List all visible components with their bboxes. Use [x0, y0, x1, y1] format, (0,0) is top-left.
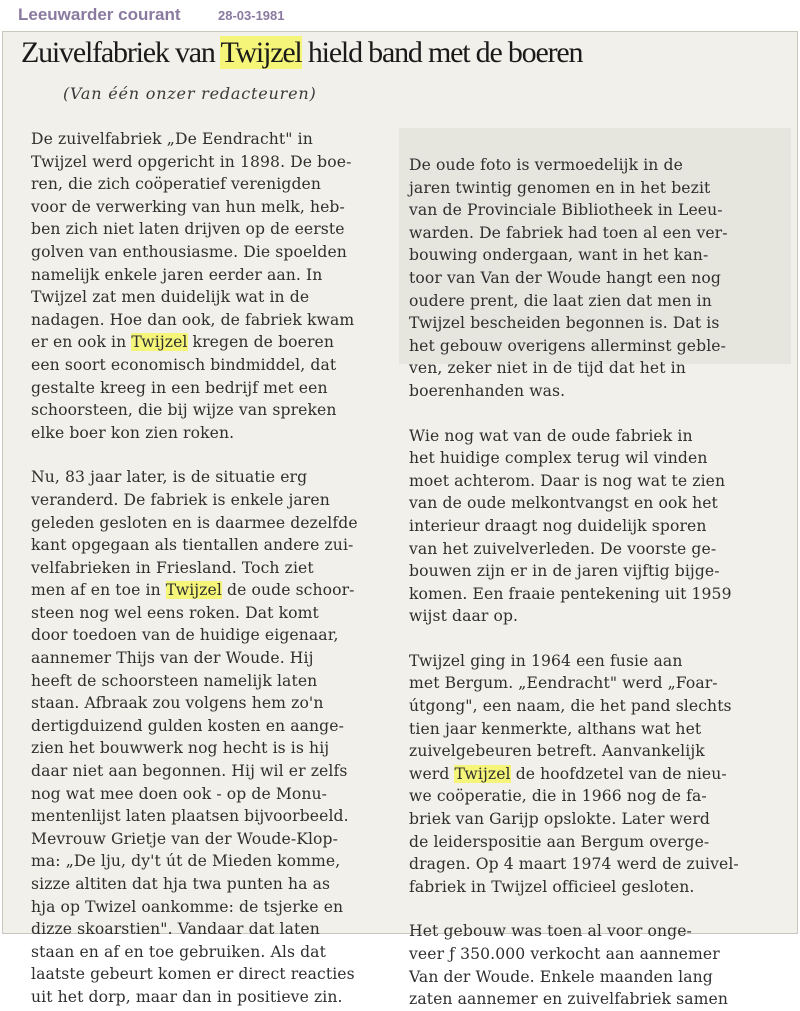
left-column-line: Nu, 83 jaar later, is de situatie erg: [31, 468, 308, 487]
right-column: [409, 154, 787, 1011]
right-column-line: Het gebouw was toen al voor onge-: [409, 922, 692, 941]
right-column-line: interieur draagt nog duidelijk sporen: [409, 516, 707, 535]
left-column-line: steen nog wel eens roken. Dat komt: [31, 603, 319, 622]
highlighted-word: Twijzel: [454, 764, 511, 783]
clipping-header: [0, 0, 800, 30]
right-column-line: komen. Een fraaie pentekening uit 1959: [409, 584, 732, 603]
right-column-line: fabriek in Twijzel officieel gesloten.: [409, 877, 695, 896]
left-column-line: dizze skoarstien". Vandaar dat laten: [31, 920, 320, 939]
right-column-line: briek van Garijp opslokte. Later werd: [409, 810, 711, 829]
headline-highlight: Twijzel: [220, 36, 302, 69]
left-column-line: aannemer Thijs van der Woude. Hij: [31, 649, 314, 668]
line-text: de oude schoor-: [221, 581, 355, 600]
left-column-line: heeft de schoorsteen namelijk laten: [31, 671, 318, 690]
left-column-line: De zuivelfabriek „De Eendracht" in: [31, 130, 313, 148]
left-column-line: hja op Twizel oankomme: de tsjerke en: [31, 897, 344, 916]
left-column-line: uit het dorp, maar dan in positieve zin.: [31, 987, 343, 1006]
left-column-line: dertigduizend gulden kosten en aange-: [31, 716, 344, 735]
publication-date: 28-03-1981: [218, 8, 285, 23]
left-column-line: veranderd. De fabriek is enkele jaren: [31, 490, 330, 509]
right-column-line: tien jaar kenmerkte, althans wat het: [409, 719, 702, 738]
right-column-line: wijst daar op.: [409, 607, 519, 626]
right-column-line: bouwen zijn er in de jaren vijftig bijge-: [409, 562, 720, 581]
headline-text-2: hield band met de boeren: [301, 36, 583, 69]
left-column-line: voor de verwerking van hun melk, heb-: [31, 197, 345, 216]
left-column-line: ren, die zich coöperatief verenigden: [31, 175, 321, 194]
highlighted-word: Twijzel: [131, 333, 188, 352]
right-column-line: útgong", een naam, die het pand slechts: [409, 697, 732, 716]
left-column-line: Twijzel werd opgericht in 1898. De boe-: [31, 152, 352, 171]
left-column-line: nadagen. Hoe dan ook, de fabriek kwam: [31, 310, 355, 329]
right-column-line: veer ƒ 350.000 verkocht aan aannemer: [409, 945, 720, 963]
paragraph-gap: [409, 628, 787, 650]
left-column-line: kant opgegaan als tientallen andere zui-: [31, 536, 354, 555]
left-column-line: [31, 331, 393, 354]
right-column-line: ven, zeker niet in de tijd dat het in: [409, 359, 686, 378]
right-column-line: boerenhanden was.: [409, 381, 566, 400]
line-text: werd: [409, 764, 455, 783]
left-column-line: een soort economisch bindmiddel, dat: [31, 355, 337, 374]
paragraph-gap: [409, 898, 787, 920]
right-column-line: toor van Van der Woude hangt een nog: [409, 268, 721, 287]
left-column-line: mentenlijst laten plaatsen bijvoorbeeld.: [31, 807, 349, 826]
right-column-line: jaren twintig genomen en in het bezit: [409, 178, 711, 197]
newspaper-source: Leeuwarder courant: [18, 5, 181, 24]
right-column-line: De oude foto is vermoedelijk in de: [409, 156, 683, 174]
newspaper-clipping: [2, 31, 798, 1009]
right-column-line: moet achterom. Daar is nog wat te zien: [409, 471, 726, 490]
left-column-line: [31, 579, 393, 602]
left-column-line: Mevrouw Grietje van der Woude-Klop-: [31, 829, 338, 848]
right-column-line: warden. De fabriek had toen al een ver-: [409, 223, 728, 242]
line-text: kregen de boeren: [187, 333, 334, 352]
left-column-line: ma: „De lju, dy't út de Mieden komme,: [31, 852, 341, 871]
right-column-line: zuivelgebeuren betreft. Aanvankelijk: [409, 742, 705, 761]
left-column-line: ben zich niet laten drijven op de eerste: [31, 220, 345, 239]
left-column-line: staan. Afbraak zou volgens hem zo'n: [31, 694, 324, 713]
left-column-line: namelijk enkele jaren eerder aan. In: [31, 265, 323, 284]
left-column-line: nog wat mee doen ook - op de Monu-: [31, 784, 328, 803]
left-column-line: Twijzel zat men duidelijk wat in de: [31, 288, 310, 307]
left-column-line: staan en af en toe gebruiken. Als dat: [31, 942, 326, 961]
right-column-line: het gebouw overigens allerminst geble-: [409, 336, 726, 355]
left-column-line: laatste gebeurt komen er direct reacties: [31, 965, 355, 984]
right-column-line: [409, 763, 787, 786]
left-column-line: velfabrieken in Friesland. Toch ziet: [31, 558, 314, 577]
right-column-line: van het zuivelverleden. De voorste ge-: [409, 539, 717, 558]
right-column-line: Wie nog wat van de oude fabriek in: [409, 426, 693, 445]
left-column-line: zien het bouwwerk nog hecht is is hij: [31, 739, 330, 758]
right-column-line: we coöperatie, die in 1966 nog de fa-: [409, 787, 707, 806]
left-column-line: door toedoen van de huidige eigenaar,: [31, 626, 339, 645]
right-column-line: met Bergum. „Eendracht" werd „Foar-: [409, 674, 718, 693]
right-column-line: bouwing ondergaan, want in het kan-: [409, 246, 709, 265]
right-column-line: dragen. Op 4 maart 1974 werd de zuivel-: [409, 855, 739, 874]
article-headline: [21, 36, 791, 70]
article-byline: (Van één onzer redacteuren): [63, 84, 317, 103]
left-column-line: golven van enthousiasme. Die spoelden: [31, 242, 347, 261]
left-column-line: daar niet aan begonnen. Hij wil er zelfs: [31, 762, 348, 781]
left-column: [31, 128, 393, 1009]
right-column-line: zaten aannemer en zuivelfabriek samen: [409, 990, 729, 1009]
paragraph-gap: [31, 444, 393, 466]
left-column-line: sizze altiten dat hja twa punten ha as: [31, 875, 331, 893]
right-column-line: Van der Woude. Enkele maanden lang: [409, 967, 713, 986]
line-text: men af en toe in: [31, 581, 166, 600]
line-text: er en ook in: [31, 333, 132, 352]
left-column-line: gestalte kreeg in een bedrijf met een: [31, 378, 328, 397]
right-column-line: Twijzel ging in 1964 een fusie aan: [409, 651, 683, 670]
right-column-line: Twijzel bescheiden begonnen is. Dat is: [409, 314, 720, 333]
right-column-line: van de oude melkontvangst en ook het: [409, 494, 718, 513]
left-column-line: schoorsteen, die bij wijze van spreken: [31, 401, 337, 420]
headline-text-1: Zuivelfabriek van: [21, 36, 221, 69]
paragraph-gap: [409, 403, 787, 425]
left-column-line: geleden gesloten en is daarmee dezelfde: [31, 513, 358, 532]
highlighted-word: Twijzel: [165, 581, 222, 600]
line-text: de hoofdzetel van de nieu-: [510, 764, 727, 783]
right-column-line: van de Provinciale Bibliotheek in Leeu-: [409, 201, 723, 220]
right-column-line: het huidige complex terug wil vinden: [409, 449, 708, 468]
right-column-line: oudere prent, die laat zien dat men in: [409, 291, 712, 310]
right-column-line: de leiderspositie aan Bergum overge-: [409, 832, 710, 851]
left-column-line: elke boer kon zien roken.: [31, 423, 235, 442]
